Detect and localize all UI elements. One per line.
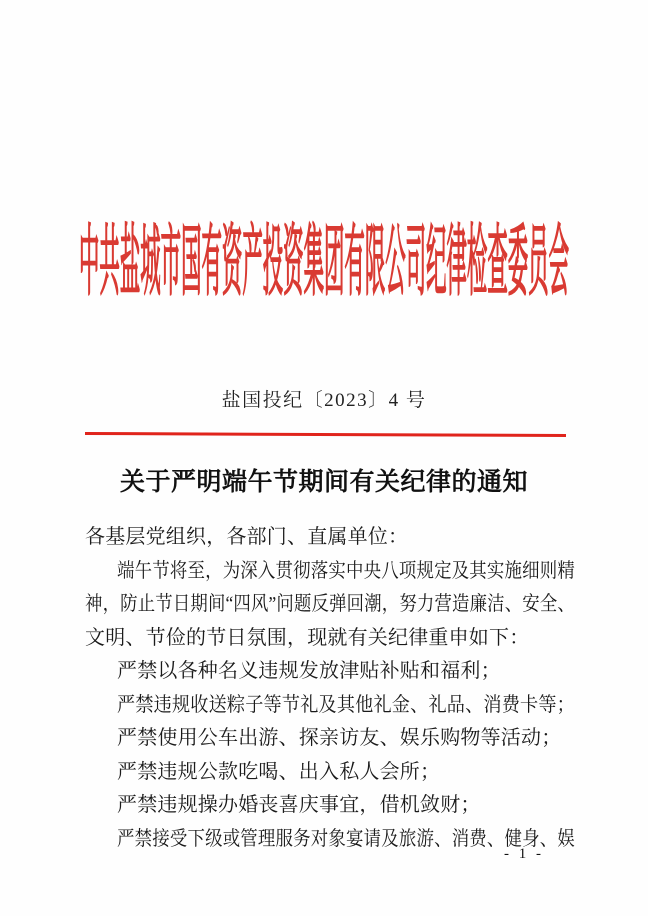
- red-rule-divider: [85, 432, 566, 437]
- body-line: 神，防止节日期间“四风”问题反弹回潮，努力营造廉洁、安全、: [85, 593, 575, 615]
- issuer-banner: [0, 217, 648, 319]
- body-line: 文明、节俭的节日氛围，现就有关纪律重申如下：: [85, 626, 530, 649]
- body-line: 端午节将至，为深入贯彻落实中央八项规定及其实施细则精: [117, 559, 575, 582]
- document-body: [85, 521, 575, 856]
- body-line-rule-2: 严禁违规收送粽子等节礼及其他礼金、礼品、消费卡等；: [117, 693, 575, 716]
- body-line-rule-1: 严禁以各种名义违规发放津贴补贴和福利；: [117, 660, 501, 682]
- body-line-salutation: 各基层党组织，各部门、直属单位：: [85, 526, 409, 548]
- body-line-rule-3: 严禁使用公车出游、探亲访友、娱乐购物等活动；: [117, 727, 562, 749]
- notice-title: 关于严明端午节期间有关纪律的通知: [119, 469, 528, 496]
- issuer-title: 中共盐城市国有资产投资集团有限公司纪律检查委员会: [79, 217, 569, 305]
- body-line-rule-4: 严禁违规公款吃喝、出入私人会所；: [117, 760, 441, 783]
- body-line-rule-5: 严禁违规操办婚丧喜庆事宜，借机敛财；: [117, 794, 481, 816]
- page-number: - 1 -: [504, 846, 544, 862]
- doc-number: 盐国投纪〔2023〕4 号: [221, 390, 427, 411]
- body-line-rule-6: 严禁接受下级或管理服务对象宴请及旅游、消费、健身、娱: [117, 827, 575, 850]
